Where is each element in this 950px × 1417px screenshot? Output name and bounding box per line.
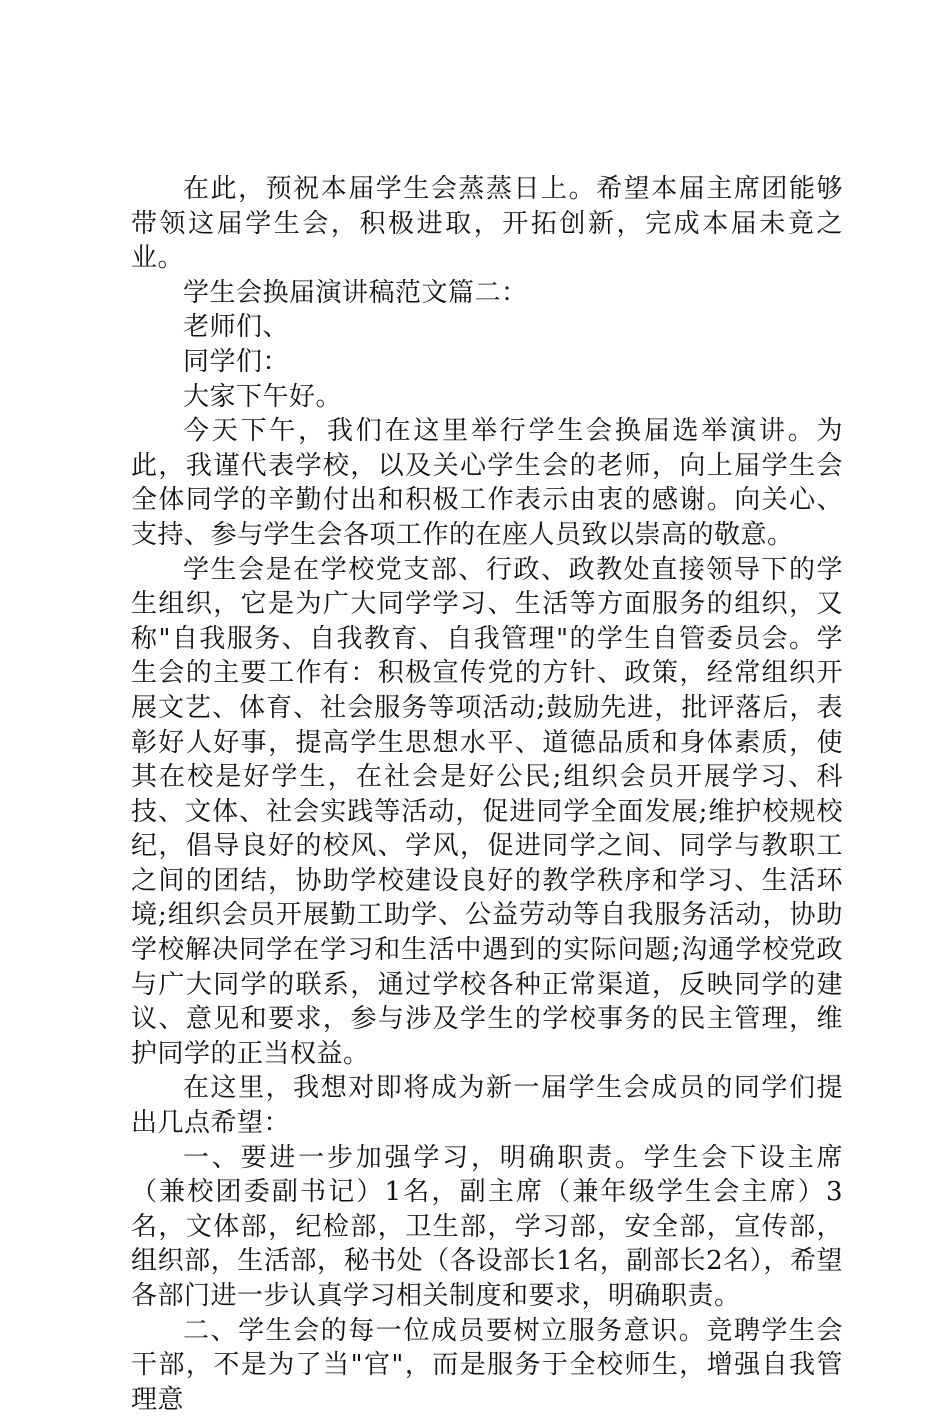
document-body — [131, 172, 843, 1417]
paragraph-speech-title: 学生会换届演讲稿范文篇二： — [183, 277, 528, 308]
paragraph-closing-wish: 在此，预祝本届学生会蒸蒸日上。希望本届主席团能够带领这届学生会，积极进取，开拓创新，完成本届未竟之业。 — [131, 174, 843, 274]
paragraph-introduction: 今天下午，我们在这里举行学生会换届选举演讲。为此，我谨代表学校，以及关心学生会的老师，向上届学生会全体同学的辛勤付出和积极工作表示由衷的感谢。向关心、支持、参与学生会各项工作的在座人员致以崇高的敬意。 — [131, 416, 843, 550]
paragraph-greeting-students: 同学们： — [183, 346, 290, 377]
paragraph-hope-one: 一、要进一步加强学习，明确职责。学生会下设主席（兼校团委副书记）1名，副主席（兼年级学生会主席）3名，文体部，纪检部，卫生部，学习部，安全部，宣传部，组织部，生活部，秘书处（各设部长1名，副部长2名），希望各部门进一步认真学习相关制度和要求，明确职责。 — [131, 1142, 843, 1311]
paragraph-greeting-teachers: 老师们、 — [183, 312, 290, 343]
paragraph-student-union-duties: 学生会是在学校党支部、行政、政教处直接领导下的学生组织，它是为广大同学学习、生活等方面服务的组织，又称"自我服务、自我教育、自我管理"的学生自管委员会。学生会的主要工作有：积极宣传党的方针、政策，经常组织开展文艺、体育、社会服务等项活动;鼓励先进，批评落后，表彰好人好事，提高学生思想水平、道德品质和身体素质，使其在校是好学生，在社会是好公民;组织会员开展学习、科技、文体、社会实践等活动，促进同学全面发展;维护校规校纪，倡导良好的校风、学风，促进同学之间、同学与教职工之间的团结，协助学校建设良好的教学秩序和学习、生活环境;组织会员开展勤工助学、公益劳动等自我服务活动，协助学校解决同学在学习和生活中遇到的实际问题;沟通学校党政与广大同学的联系，通过学校各种正常渠道，反映同学的建议、意见和要求，参与涉及学生的学校事务的民主管理，维护同学的正当权益。 — [131, 554, 843, 1069]
paragraph-hopes-intro: 在这里，我想对即将成为新一届学生会成员的同学们提出几点希望： — [131, 1073, 843, 1139]
paragraph-good-afternoon: 大家下午好。 — [183, 381, 343, 412]
paragraph-hope-two: 二、学生会的每一位成员要树立服务意识。竞聘学生会干部，不是为了当"官"，而是服务于全校师生，增强自我管理意 — [131, 1315, 843, 1415]
